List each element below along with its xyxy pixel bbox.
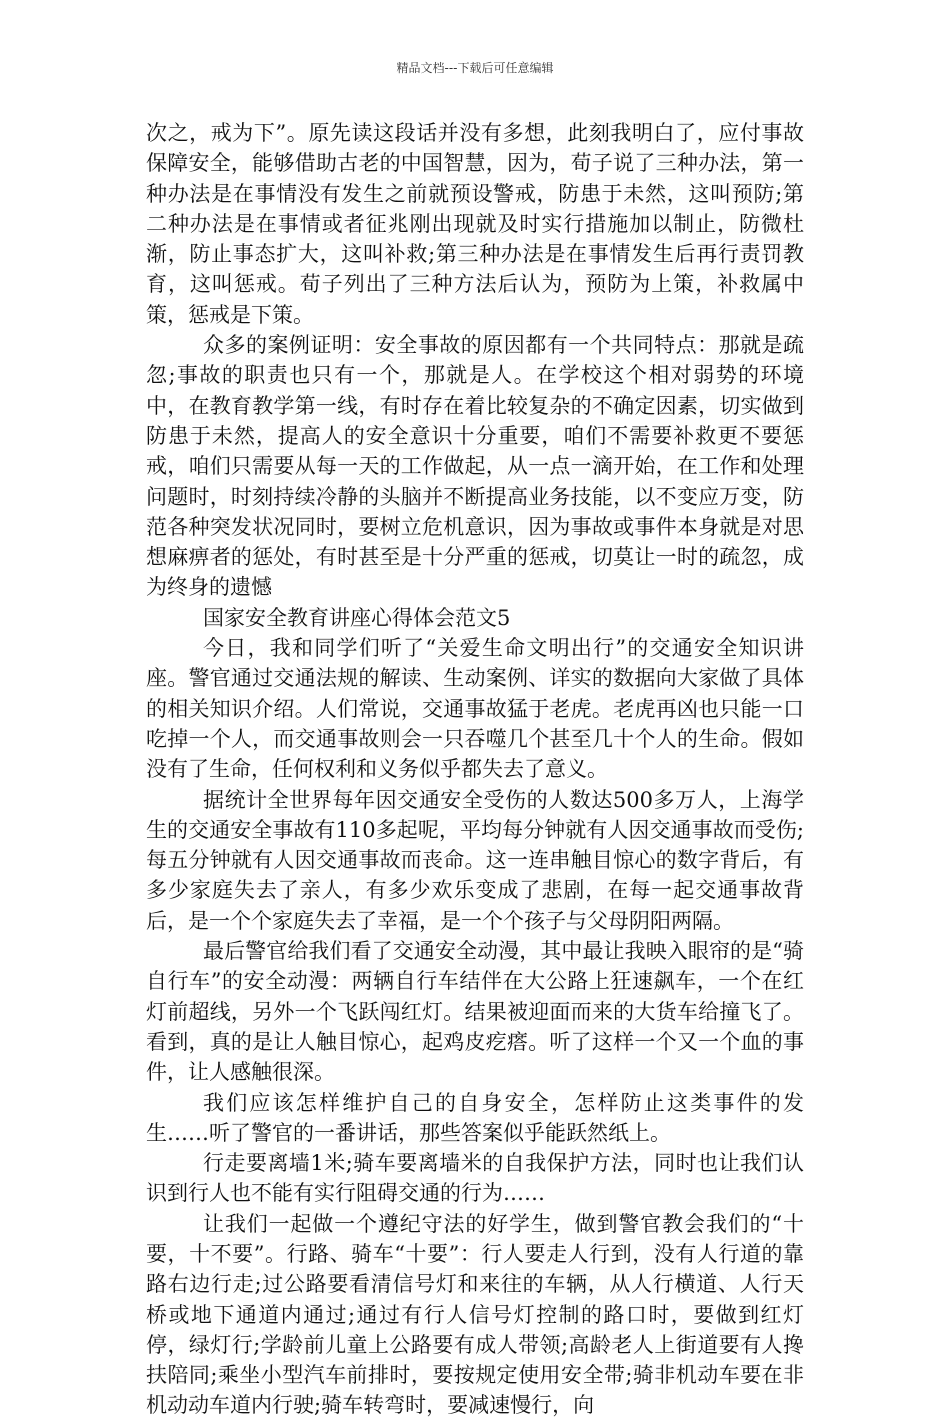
- paragraph-3: 今日，我和同学们听了“关爱生命文明出行”的交通安全知识讲座。警官通过交通法规的解读、生动案例、详实的数据向大家做了具体的相关知识介绍。人们常说，交通事故猛于老虎。老虎再凶也只能一口吃掉一个人，而交通事故则会一只吞噬几个甚至几十个人的生命。假如没有了生命，任何权利和义务似乎都失去了意义。: [146, 636, 804, 782]
- paragraph-5: 最后警官给我们看了交通安全动漫，其中最让我映入眼帘的是“骑自行车”的安全动漫：两辆自行车结伴在大公路上狂速飙车，一个在红灯前超线，另外一个飞跃闯红灯。结果被迎面而来的大货车给撞飞了。看到，真的是让人触目惊心，起鸡皮疙瘩。听了这样一个又一个血的事件，让人感触很深。: [146, 939, 804, 1085]
- paragraph-8: 让我们一起做一个遵纪守法的好学生，做到警官教会我们的“十要，十不要”。行路、骑车“十要”：行人要走人行到，没有人行道的靠路右边行走;过公路要看清信号灯和来往的车辆，从人行横道、人行天桥或地下通道内通过;通过有行人信号灯控制的路口时，要做到红灯停，绿灯行;学龄前儿童上公路要有成人带领;高龄老人上街道要有人搀扶陪同;乘坐小型汽车前排时，要按规定使用安全带;骑非机动车要在非机动动车道内行驶;骑车转弯时，要减速慢行，向: [146, 1211, 804, 1418]
- paragraph-1: 次之，戒为下”。原先读这段话并没有多想，此刻我明白了，应付事故保障安全，能够借助古老的中国智慧，因为，荀子说了三种办法，第一种办法是在事情没有发生之前就预设警戒，防患于未然，这叫预防;第二种办法是在事情或者征兆刚出现就及时实行措施加以制止，防微杜渐，防止事态扩大，这叫补救;第三种办法是在事情发生后再行责罚教育，这叫惩戒。荀子列出了三种方法后认为，预防为上策，补救属中策，惩戒是下策。: [146, 121, 804, 327]
- page-header: 精品文档---下载后可任意编辑: [396, 61, 554, 75]
- section-title: 国家安全教育讲座心得体会范文5: [203, 605, 511, 630]
- document-body: [146, 118, 804, 1421]
- paragraph-4: 据统计全世界每年因交通安全受伤的人数达500多万人，上海学生的交通安全事故有110多起呢，平均每分钟就有人因交通事故而受伤;每五分钟就有人因交通事故而丧命。这一连串触目惊心的数字背后，有多少家庭失去了亲人，有多少欢乐变成了悲剧，在每一起交通事故背后，是一个个家庭失去了幸福，是一个个孩子与父母阴阳两隔。: [146, 787, 804, 933]
- paragraph-6: 我们应该怎样维护自己的自身安全，怎样防止这类事件的发生……听了警官的一番讲话，那些答案似乎能跃然纸上。: [146, 1090, 804, 1145]
- paragraph-2: 众多的案例证明：安全事故的原因都有一个共同特点：那就是疏忽;事故的职责也只有一个，那就是人。在学校这个相对弱势的环境中，在教育教学第一线，有时存在着比较复杂的不确定因素，切实做到防患于未然，提高人的安全意识十分重要，咱们不需要补救更不要惩戒，咱们只需要从每一天的工作做起，从一点一滴开始，在工作和处理问题时，时刻持续冷静的头脑并不断提高业务技能，以不变应万变，防范各种突发状况同时，要树立危机意识，因为事故或事件本身就是对思想麻痹者的惩处，有时甚至是十分严重的惩戒，切莫让一时的疏忽，成为终身的遗憾: [146, 333, 804, 600]
- paragraph-7: 行走要离墙1米;骑车要离墙米的自我保护方法，同时也让我们认识到行人也不能有实行阻碍交通的行为……: [146, 1151, 804, 1206]
